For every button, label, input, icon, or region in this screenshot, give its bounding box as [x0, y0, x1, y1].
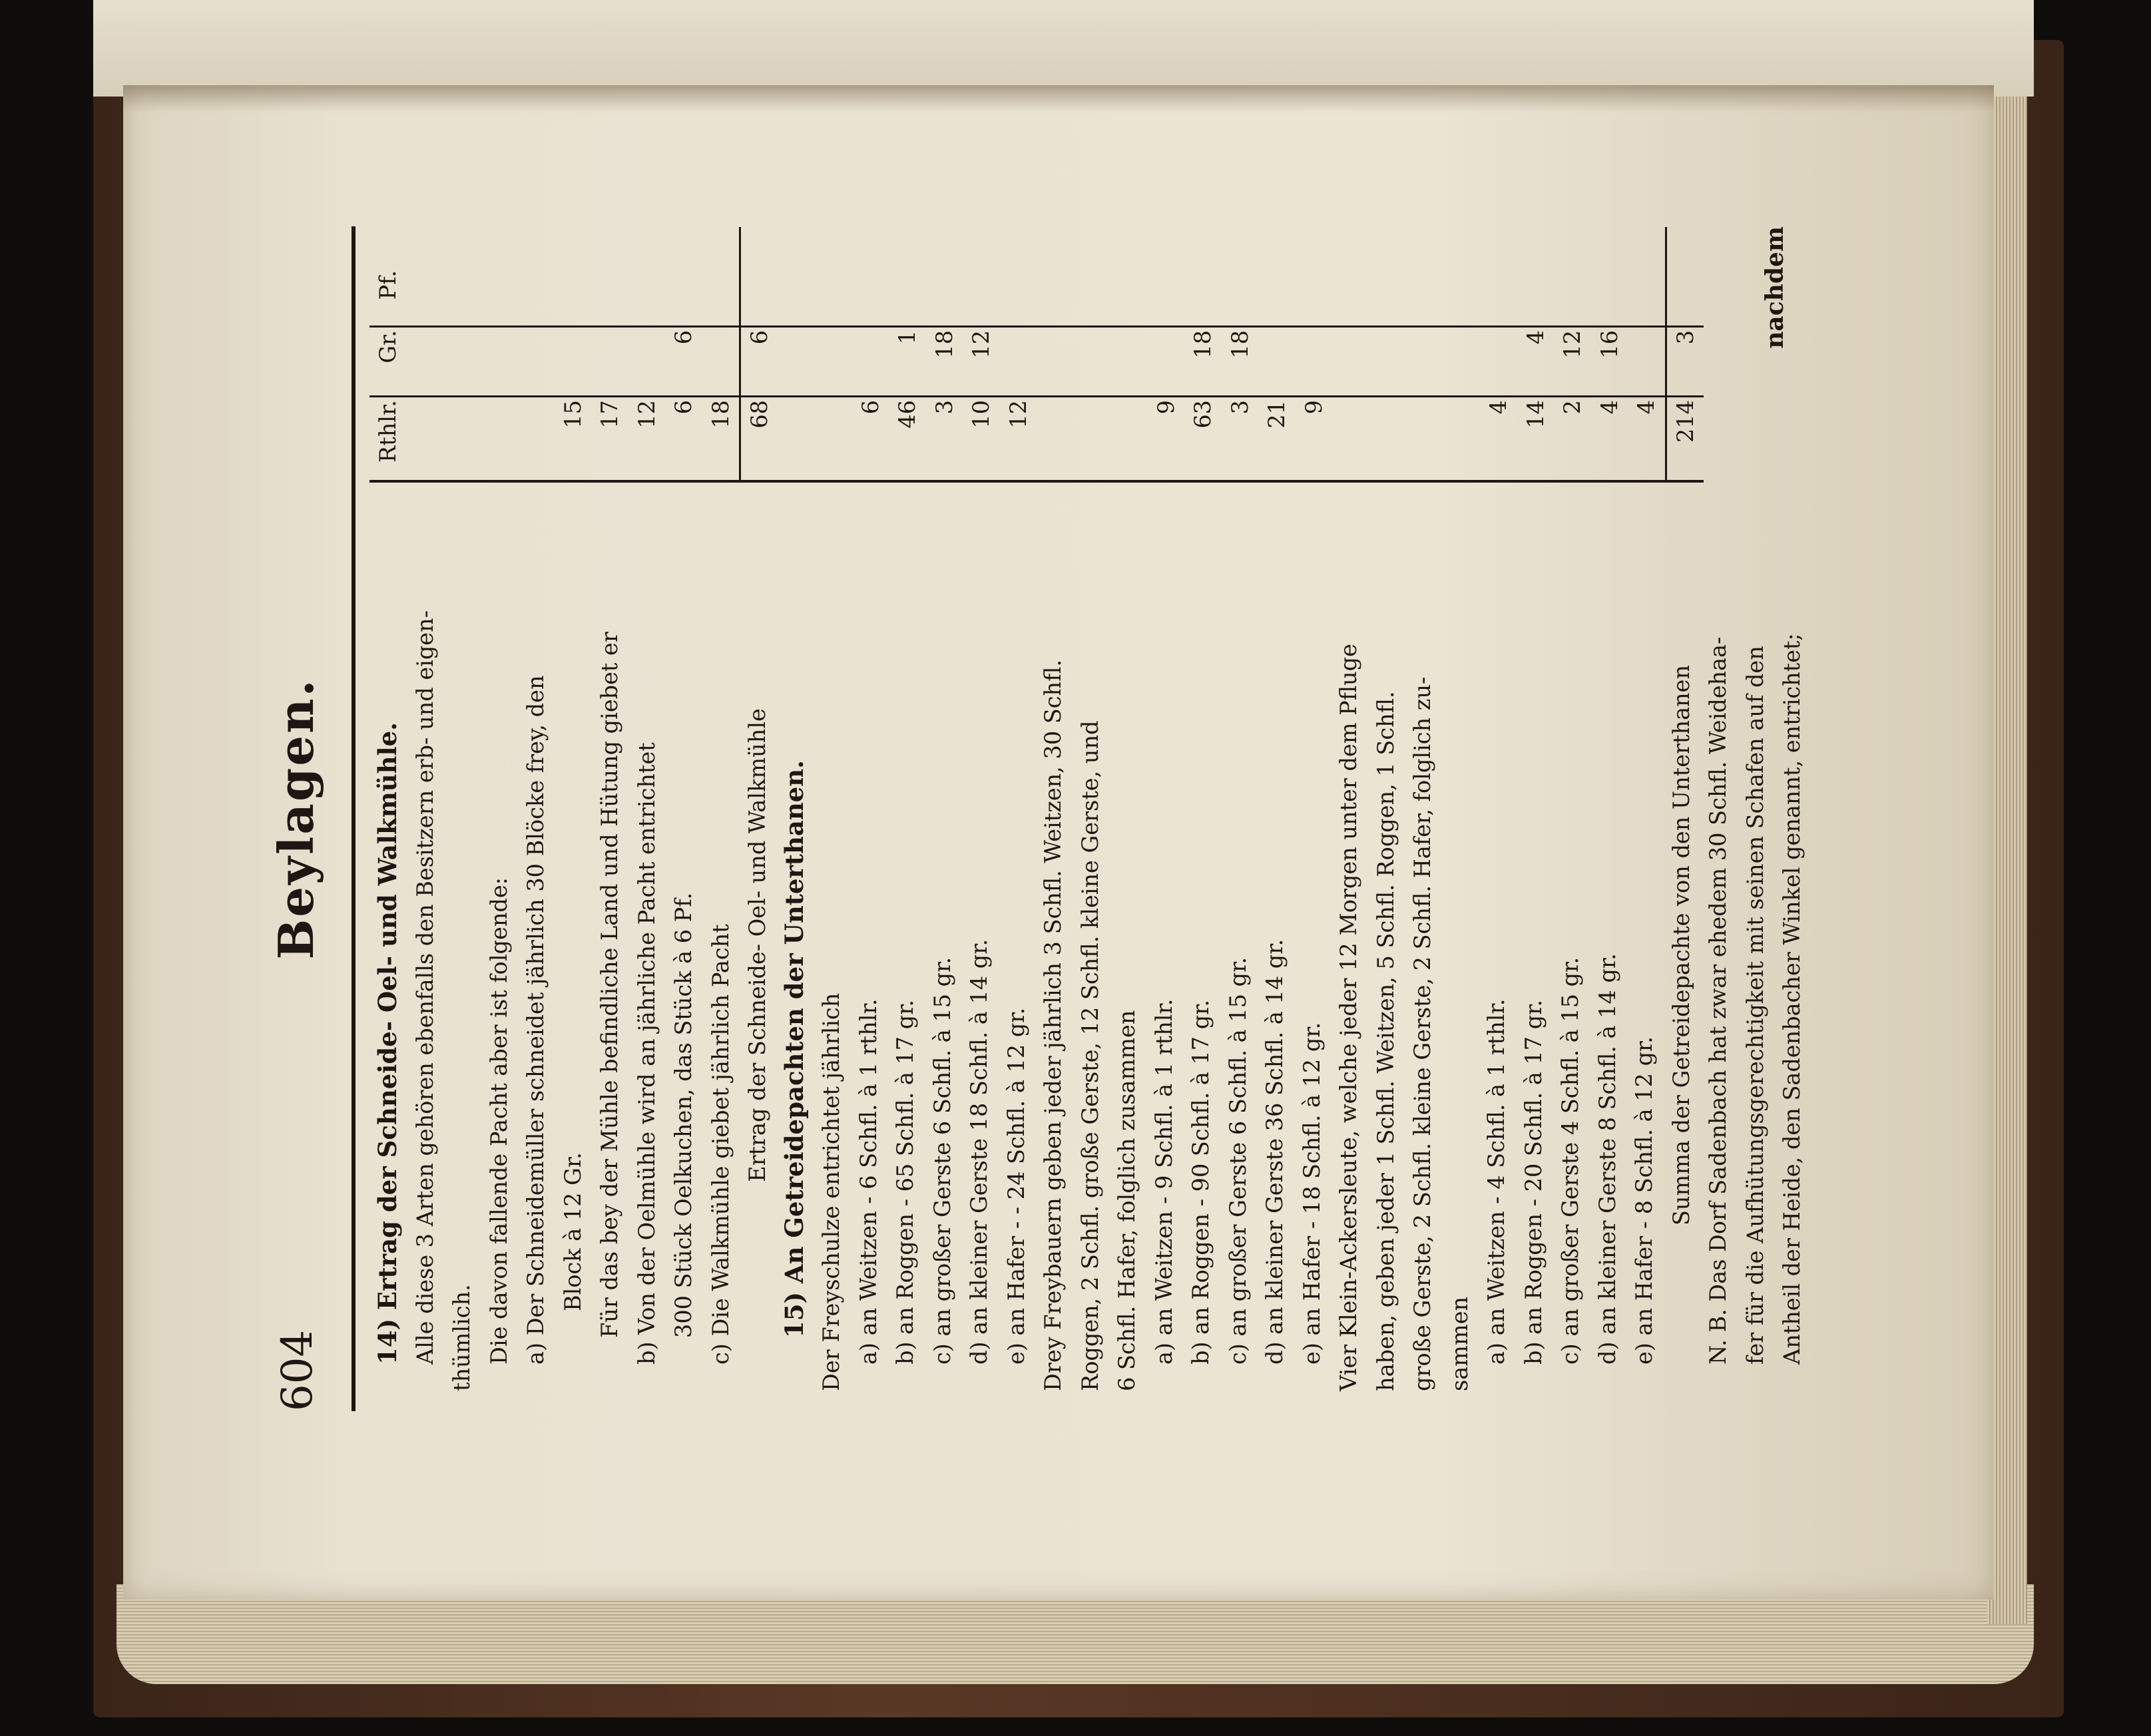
- amount-gr: 6: [746, 330, 772, 345]
- section-14-heading: 14) Ertrag der Schneide- Oel- und Walkmühle.: [373, 722, 402, 1365]
- list-item: b) an Roggen - 90 Schfl. à 17 gr.: [1188, 999, 1214, 1365]
- amount-row: [1517, 227, 1554, 480]
- amount-row: [963, 227, 1000, 480]
- list-item: b) an Roggen - 65 Schfl. à 17 gr.: [892, 999, 918, 1365]
- amount-row: [1037, 227, 1074, 480]
- list-item: b) an Roggen - 20 Schfl. à 17 gr.: [1520, 999, 1547, 1365]
- amount-rthlr: 14: [1522, 400, 1549, 429]
- amount-gr: 1: [894, 330, 920, 345]
- page-header: [268, 226, 333, 1411]
- amount-row: [517, 227, 555, 480]
- note-line: N. B. Das Dorf Sadenbach hat zwar ehedem 30 Schfl. Weidehaa-: [1705, 636, 1731, 1365]
- amount-rthlr: 4: [1596, 400, 1622, 415]
- list-item: a) an Weitzen - 6 Schfl. à 1 rthlr.: [855, 998, 881, 1365]
- text-line: Block à 12 Gr.: [559, 1152, 586, 1311]
- list-item: e) an Hafer - 18 Schfl. à 12 gr.: [1298, 1022, 1325, 1365]
- amount-row: [815, 227, 852, 480]
- amount-rthlr: 4: [1485, 400, 1511, 415]
- amount-row: [369, 227, 407, 480]
- amount-row: [1443, 227, 1481, 480]
- amount-row: [1332, 227, 1369, 480]
- amount-row: [665, 227, 702, 480]
- list-item: d) an kleiner Gerste 18 Schfl. à 14 gr.: [966, 939, 992, 1365]
- amount-row: [926, 227, 963, 480]
- amount-gr: 6: [670, 330, 696, 345]
- amount-rthlr: 9: [1300, 400, 1327, 415]
- amount-rthlr: 18: [707, 400, 734, 429]
- amount-gr: 18: [931, 330, 957, 359]
- amount-row: [1554, 227, 1591, 480]
- amount-rthlr: 9: [1152, 400, 1179, 415]
- amount-row: [1184, 227, 1222, 480]
- text-line: haben, geben jeder 1 Schfl. Weitzen, 5 Schfl. Roggen, 1 Schfl.: [1372, 691, 1399, 1391]
- amount-rthlr: 68: [746, 400, 772, 429]
- text-line: thümlich.: [449, 1284, 475, 1391]
- text-line: 6 Schfl. Hafer, folglich zusammen: [1114, 1010, 1140, 1391]
- amount-gr: 12: [1559, 330, 1585, 359]
- amount-row: [1074, 227, 1111, 480]
- running-head: Beylagen.: [268, 678, 324, 960]
- list-item: d) an kleiner Gerste 8 Schfl. à 14 gr.: [1594, 953, 1620, 1365]
- amount-rthlr: 21: [1264, 400, 1290, 429]
- amount-rthlr: 63: [1190, 400, 1216, 429]
- note-line: Antheil der Heide, den Sadenbacher Winkel genannt, entrichtet;: [1779, 633, 1805, 1365]
- text-line: a) Der Schneidemüller schneidet jährlich 30 Blöcke frey, den: [523, 675, 549, 1365]
- amount-rthlr: 4: [1633, 400, 1659, 415]
- sum-label: Summa der Getreidepachte von den Unterthanen: [1668, 664, 1694, 1226]
- section-15-heading: 15) An Getreidepachten der Unterthanen.: [779, 760, 809, 1338]
- amount-rthlr: 17: [597, 400, 622, 429]
- text-line: Vier Klein-Ackersleute, welche jeder 12 Morgen unter dem Pfluge: [1335, 644, 1361, 1391]
- text-line: Für das bey der Mühle befindliche Land und Hütung giebet er: [597, 632, 622, 1338]
- amount-gr: 3: [1672, 330, 1698, 345]
- amount-rthlr: 10: [968, 400, 994, 429]
- column-header-rthlr: Rthlr.: [375, 400, 401, 463]
- text-line: große Gerste, 2 Schfl. kleine Gerste, 2 Schfl. Hafer, folglich zu-: [1409, 676, 1435, 1391]
- amount-rthlr: 12: [633, 400, 660, 429]
- list-item: d) an kleiner Gerste 36 Schfl. à 14 gr.: [1262, 939, 1288, 1365]
- amount-row: [481, 227, 518, 480]
- amount-rthlr: 2: [1559, 400, 1585, 415]
- facing-page-edge: [93, 0, 2034, 97]
- amount-row: [555, 227, 592, 480]
- column-header-pf: Pf.: [375, 270, 401, 300]
- amount-row: [443, 227, 481, 480]
- amount-total-row: [739, 227, 778, 480]
- text-column: [369, 499, 1811, 1391]
- amount-gr: 16: [1596, 330, 1622, 359]
- amount-rthlr: 3: [931, 400, 957, 415]
- amount-rthlr: 12: [1005, 400, 1031, 429]
- amount-row: [778, 227, 816, 480]
- amount-row: [1296, 227, 1333, 480]
- amount-total-row: [1665, 227, 1704, 480]
- column-header-gr: Gr.: [375, 330, 401, 363]
- text-line: sammen: [1446, 1296, 1473, 1391]
- text-line: Drey Freybauern geben jeder jährlich 3 Schfl. Weitzen, 30 Schfl.: [1040, 659, 1066, 1391]
- amount-row: [407, 227, 444, 480]
- list-item: c) an großer Gerste 4 Schfl. à 15 gr.: [1557, 957, 1583, 1365]
- text-line: c) Die Walkmühle giebet jährlich Pacht: [707, 924, 734, 1365]
- amount-row: [1222, 227, 1259, 480]
- text-line: Roggen, 2 Schfl. große Gerste, 12 Schfl. kleine Gerste, und: [1076, 720, 1103, 1391]
- amount-row: [889, 227, 926, 480]
- catchword: nachdem: [1761, 226, 1789, 349]
- amount-row: [852, 227, 889, 480]
- amount-row: [1369, 227, 1407, 480]
- amount-row: [1591, 227, 1628, 480]
- amount-gr: 18: [1226, 330, 1253, 359]
- amount-rthlr: 6: [670, 400, 696, 415]
- amount-rthlr: 46: [894, 400, 920, 429]
- amount-rthlr: 15: [559, 400, 586, 429]
- list-item: c) an großer Gerste 6 Schfl. à 15 gr.: [1224, 957, 1251, 1365]
- amount-row: [1148, 227, 1185, 480]
- list-item: e) an Hafer - 8 Schfl. à 12 gr.: [1631, 1036, 1657, 1365]
- text-line: Die davon fallende Pacht aber ist folgende:: [485, 877, 512, 1365]
- amount-gr: 4: [1522, 330, 1549, 345]
- amount-row: [1628, 227, 1665, 480]
- header-rule: [352, 226, 356, 1411]
- amount-rthlr: 214: [1672, 400, 1698, 443]
- list-item: a) an Weitzen - 9 Schfl. à 1 rthlr.: [1150, 998, 1177, 1365]
- amount-rthlr: 3: [1226, 400, 1253, 415]
- text-line: b) Von der Oelmühle wird an jährliche Pacht entrichtet: [633, 742, 660, 1365]
- text-line: 300 Stück Oelkuchen, das Stück à 6 Pf.: [670, 892, 696, 1338]
- amount-row: [1110, 227, 1148, 480]
- amount-columns: [369, 227, 1704, 483]
- list-item: e) an Hafer - - 24 Schfl. à 12 gr.: [1003, 1007, 1029, 1365]
- amount-row: [1258, 227, 1296, 480]
- note-line: fer für die Aufhütungsgerechtigkeit mit seinen Schafen auf den: [1742, 646, 1768, 1365]
- printed-page-content: [268, 226, 1805, 1411]
- amount-row: [591, 227, 628, 480]
- amount-row: [1406, 227, 1443, 480]
- amount-row: [702, 227, 740, 480]
- text-line: Der Freyschulze entrichtet jährlich: [818, 992, 844, 1391]
- page-gutter-shadow: [123, 85, 1994, 112]
- amount-row: [1000, 227, 1037, 480]
- amount-row: [628, 227, 666, 480]
- total-label: Ertrag der Schneide- Oel- und Walkmühle: [744, 708, 770, 1182]
- amount-row: [1480, 227, 1517, 480]
- list-item: a) an Weitzen - 4 Schfl. à 1 rthlr.: [1483, 998, 1509, 1365]
- amount-gr: 18: [1190, 330, 1216, 359]
- amount-rthlr: 6: [857, 400, 883, 415]
- list-item: c) an großer Gerste 6 Schfl. à 15 gr.: [929, 957, 955, 1365]
- text-line: Alle diese 3 Arten gehören ebenfalls den Besitzern erb- und eigen-: [411, 610, 438, 1365]
- amount-gr: 12: [968, 330, 994, 359]
- page-number: 604: [273, 1329, 322, 1411]
